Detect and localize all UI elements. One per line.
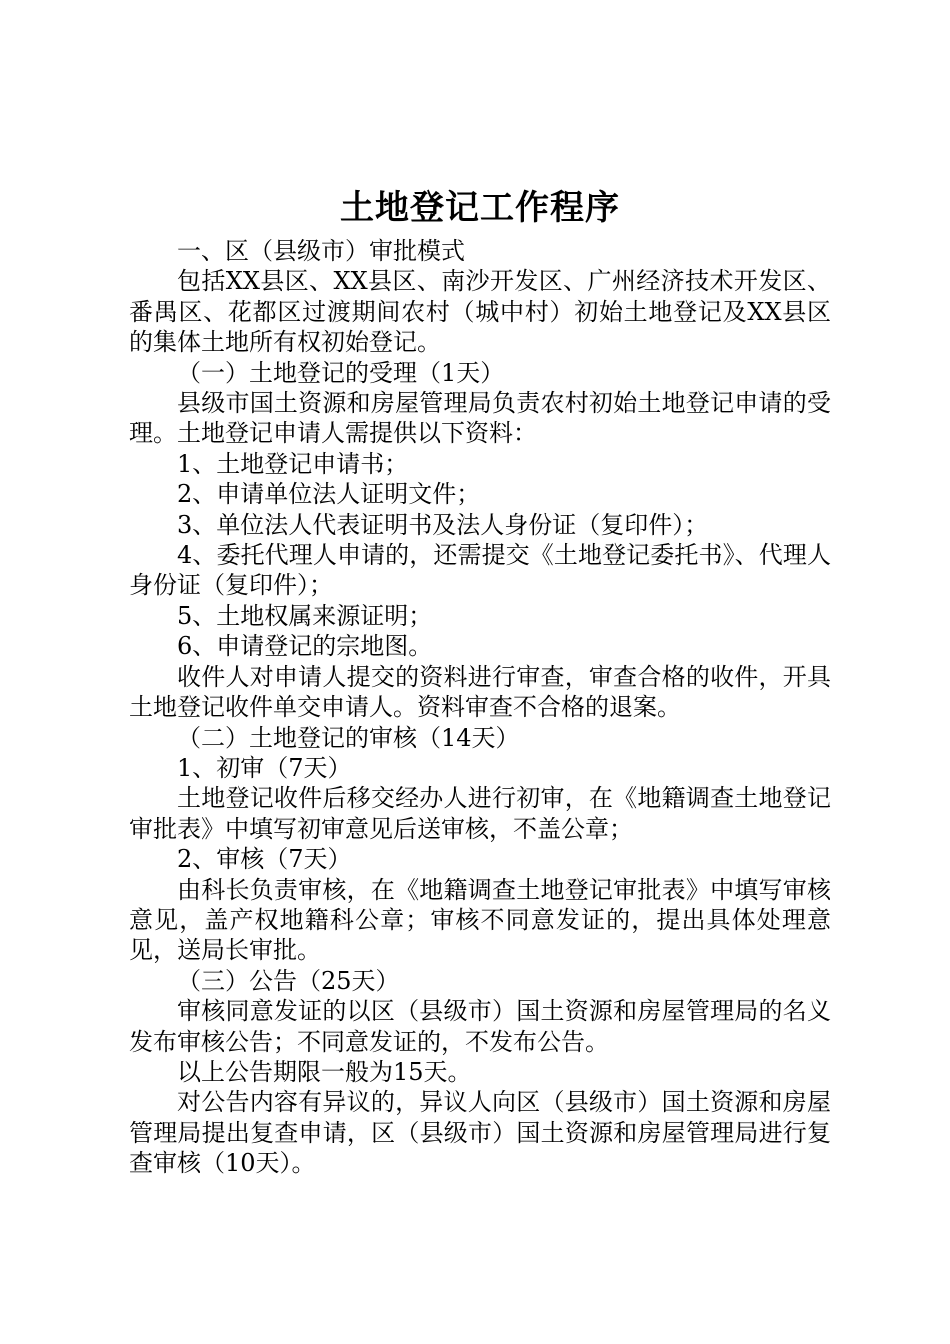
paragraph-9: 5、土地权属来源证明； <box>177 601 433 630</box>
paragraph-5: 1、土地登记申请书； <box>177 449 409 478</box>
paragraph-7: 3、单位法人代表证明书及法人身份证（复印件）； <box>177 510 709 539</box>
paragraph-13: 1、初审（7天） <box>177 753 352 782</box>
paragraph-11: 收件人对申请人提交的资料进行审查，审查合格的收件，开具土地登记收件单交申请人。资料审查不合格的退案。 <box>129 662 831 722</box>
paragraph-17: （三）公告（25天） <box>177 966 400 995</box>
paragraph-6: 2、申请单位法人证明文件； <box>177 480 481 509</box>
paragraph-10: 6、申请登记的宗地图。 <box>177 632 433 661</box>
document-title: 土地登记工作程序 <box>340 188 620 228</box>
paragraph-2: 包括XX县区、XX县区、南沙开发区、广州经济技术开发区、番禺区、花都区过渡期间农村（城中村）初始土地登记及XX县区的集体土地所有权初始登记。 <box>129 267 831 357</box>
paragraph-20: 对公告内容有异议的，异议人向区（县级市）国土资源和房屋管理局提出复查申请，区（县级市）国土资源和房屋管理局进行复查审核（10天）。 <box>129 1088 831 1178</box>
document-body <box>129 236 831 1179</box>
paragraph-19: 以上公告期限一般为15天。 <box>177 1057 472 1086</box>
paragraph-3: （一）土地登记的受理（1天） <box>177 358 505 387</box>
paragraph-15: 2、审核（7天） <box>177 845 352 874</box>
paragraph-12: （二）土地登记的审核（14天） <box>177 723 520 752</box>
paragraph-18: 审核同意发证的以区（县级市）国土资源和房屋管理局的名义发布审核公告；不同意发证的，不发布公告。 <box>129 997 831 1056</box>
document-page <box>129 186 831 1179</box>
paragraph-4: 县级市国土资源和房屋管理局负责农村初始土地登记申请的受理。土地登记申请人需提供以下资料： <box>129 389 831 448</box>
paragraph-8: 4、委托代理人申请的，还需提交《土地登记委托书》、代理人身份证（复印件）； <box>129 541 831 600</box>
paragraph-1: 一、区（县级市）审批模式 <box>177 237 465 265</box>
paragraph-16: 由科长负责审核，在《地籍调查土地登记审批表》中填写审核意见，盖产权地籍科公章；审核不同意发证的，提出具体处理意见，送局长审批。 <box>129 875 831 965</box>
paragraph-14: 土地登记收件后移交经办人进行初审，在《地籍调查土地登记审批表》中填写初审意见后送审核，不盖公章； <box>129 784 831 843</box>
